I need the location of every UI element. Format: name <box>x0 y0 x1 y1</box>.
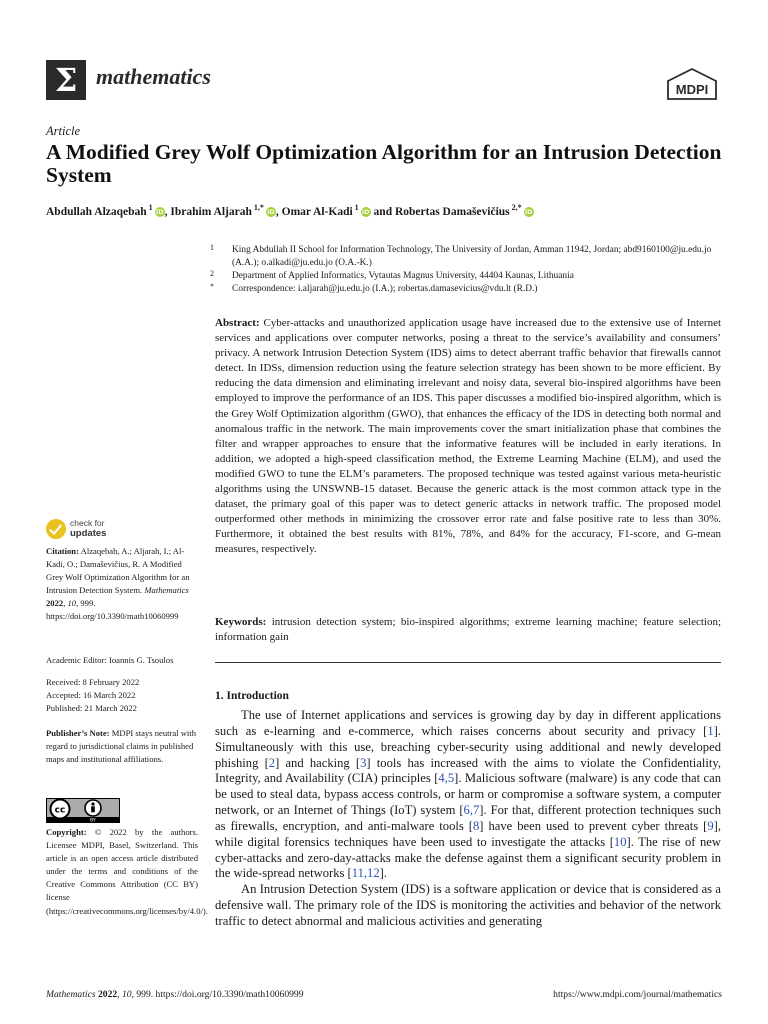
keywords <box>215 615 721 645</box>
citation-link[interactable]: 2 <box>268 755 276 770</box>
doi-link[interactable]: , 999. https://doi.org/10.3390/math10060999 <box>46 598 179 622</box>
author-affil-mark: 1 <box>148 203 153 212</box>
published-date: Published: 21 March 2022 <box>46 703 137 714</box>
journal-logo: Σ <box>46 60 86 100</box>
academic-editor: Academic Editor: Ioannis G. Tsoulos <box>46 655 174 665</box>
paper-title: A Modified Grey Wolf Optimization Algorithm for an Intrusion Detection System <box>46 140 722 187</box>
affiliation: 2 Department of Applied Informatics, Vytautas Magnus University, 44404 Kaunas, Lithuania <box>210 269 574 281</box>
body-text: The use of Internet applications and services is growing day by day in different applications such as e-learning and e-commerce, which raises concerns about security and privacy [ <box>215 708 721 738</box>
abstract <box>215 316 721 558</box>
citation-link[interactable]: 3 <box>360 755 367 770</box>
paragraph: An Intrusion Detection System (IDS) is a software application or device that is considered as a defensive wall. The primary role of the IDS is monitoring the activities and behavior of the network traffic to detect abnormal and malicious activities and generating <box>215 882 721 928</box>
check-for-updates-button[interactable] <box>46 517 126 543</box>
citation-link[interactable]: 1 <box>707 723 714 738</box>
svg-text:BY: BY <box>90 818 96 823</box>
body-text: ], while digital forensics techniques have been used to investigate the attacks [ <box>215 818 721 849</box>
body-text: ] tools has increased with the aims to violate the Confidentiality, Integrity, and Availability (CIA) principles [ <box>215 755 721 786</box>
correspondence: * Correspondence: i.aljarah@ju.edu.jo (I.A.); robertas.damasevicius@vdu.lt (R.D.) <box>210 282 538 294</box>
author-separator: and <box>370 205 395 218</box>
mdpi-logo-text: MDPI <box>675 82 709 97</box>
check-updates-label: check for updates <box>70 518 107 539</box>
checkmark-icon <box>46 519 66 539</box>
copyright-notice: Copyright: © 2022 by the authors. Licensee MDPI, Basel, Switzerland. This article is an open access article distributed under the terms and conditions of the Creative Commons Attribution (CC BY) license (https://creativecommons.org/licenses/by/4.0/). <box>46 827 208 916</box>
body-text: ]. Simultaneously with this use, breaching cyber-security using additional and newly developed phishing [ <box>215 723 721 770</box>
citation-block: Citation: Alzaqebah, A.; Aljarah, I.; Al-Kadi, O.; Damaševičius, R. A Modified Grey Wolf Optimization Algorithm for an Intrusion Detection System. Mathematics 2022, 10, 999. https://doi.org/10.3390/math10060999 <box>46 546 190 622</box>
author-name: Omar Al-Kadi <box>281 205 353 218</box>
body-text: ]. The rise of new cyber-attacks and zero-day-attacks make the defense against them a significant security problem in the wide-spread networks [ <box>215 834 721 881</box>
citation-link[interactable]: 4,5 <box>438 771 455 786</box>
affiliations <box>210 244 725 296</box>
article-dates <box>46 676 198 715</box>
citation-link[interactable]: 8 <box>472 818 480 833</box>
author-name: Ibrahim Aljarah <box>170 205 252 218</box>
publisher-note: Publisher’s Note: MDPI stays neutral with regard to jurisdictional claims in published maps and institutional affiliations. <box>46 728 196 765</box>
body-text: ]. For that, different protection techniques such as firewalls, encryption, and anti-malware tools [ <box>215 803 721 833</box>
journal-name: mathematics <box>96 64 211 89</box>
article-type: Article <box>46 124 81 138</box>
citation-link[interactable]: 9 <box>707 818 714 833</box>
journal-url-link[interactable]: https://www.mdpi.com/journal/mathematics <box>553 989 722 1000</box>
body-text: ]. Malicious software (malware) is any code that can be used to steal data, bypass access controls, or harm or compromise a software system, a computer network, or an Internet of Things (IoT) system [ <box>215 771 721 818</box>
author-separator: , <box>275 205 282 218</box>
mdpi-logo <box>666 68 718 100</box>
body-text: ] and hacking [ <box>275 755 361 770</box>
paragraph <box>215 708 721 882</box>
citation-link[interactable]: 11,12 <box>351 866 380 881</box>
author-name: Robertas Damaševičius <box>394 205 510 218</box>
author-affil-mark: 1,* <box>253 203 264 212</box>
author-name: Abdullah Alzaqebah <box>46 205 147 218</box>
author-separator: , <box>164 205 171 218</box>
author-list <box>46 203 534 218</box>
orcid-icon[interactable]: iD <box>361 207 370 216</box>
received-date: Received: 8 February 2022 <box>46 677 140 687</box>
author-affil-mark: 1 <box>354 203 359 212</box>
affiliation: 1 King Abdullah II School for Information Technology, The University of Jordan, Amman 11942, Jordan; abd9160100@ju.edu.jo (A.A.); o.alkadi@ju.edu.jo (O.A.-K.) <box>210 243 712 268</box>
orcid-icon[interactable]: iD <box>155 207 164 216</box>
citation-link[interactable]: 6,7 <box>463 803 480 818</box>
body-text: ] have been used to prevent cyber threats [ <box>479 818 708 833</box>
section-heading: 1. Introduction <box>215 690 289 702</box>
keywords-text: intrusion detection system; bio-inspired algorithms; extreme learning machine; feature selection; information gain <box>215 616 721 644</box>
author-affil-mark: 2,* <box>511 203 522 212</box>
accepted-date: Accepted: 16 March 2022 <box>46 690 136 701</box>
orcid-icon[interactable]: iD <box>524 207 533 216</box>
citation-link[interactable]: 10 <box>613 834 627 849</box>
body-text: ]. <box>379 866 387 881</box>
orcid-icon[interactable]: iD <box>267 207 275 216</box>
cc-by-license-icon[interactable] <box>46 798 120 823</box>
abstract-label: Abstract: <box>215 317 260 329</box>
svg-text:cc: cc <box>54 805 66 816</box>
introduction-body <box>215 708 721 930</box>
keywords-label: Keywords: <box>215 616 267 628</box>
section-divider <box>215 662 721 663</box>
abstract-text: Cyber-attacks and unauthorized application usage have increased due to the extensive use of Internet services and applications over computer networks, posing a threat to the service’s availability and consumers’ privacy. A network Intrusion Detection System (IDS) aims to detect aberrant traffic behavior that firewalls cannot detect. In IDSs, dimension reduction using the feature selection strategy has been shown to be more efficient. By reducing the data dimension and eliminating irrelevant and noisy data, several bio-inspired algorithms have been employed to improve the performance of an IDS. This paper discusses a modified bio-inspired algorithm, which is the Grey Wolf Optimization algorithm (GWO), that enhances the efficacy of the IDS in detecting both normal and anomalous traffic in the network. The main improvements cover the smart initialization phase that combines the filter and wrapper approaches to ensure that the informative features will be included in early iterations. In addition, we adopted a high-speed classification method, the Extreme Learning Machine (ELM), and used the modified GWO to tune the ELM’s parameters. The proposed technique was tested against various meta-heuristic algorithms using the UNSWNB-15 dataset. Because the generic attack is the most common attack type in the dataset, the primary goal of this paper was to detect generic attacks in network traffic. The proposed model outperformed other methods in minimizing the crossover error rate and false positive rate to less than 30%. Furthermore, it obtained the best results with 81%, 78%, and 84% for the accuracy, F1-score, and G-mean measures, respectively. <box>215 317 722 556</box>
footer-citation: Mathematics 2022, 10, 999. https://doi.org/10.3390/math10060999 <box>46 989 304 1000</box>
